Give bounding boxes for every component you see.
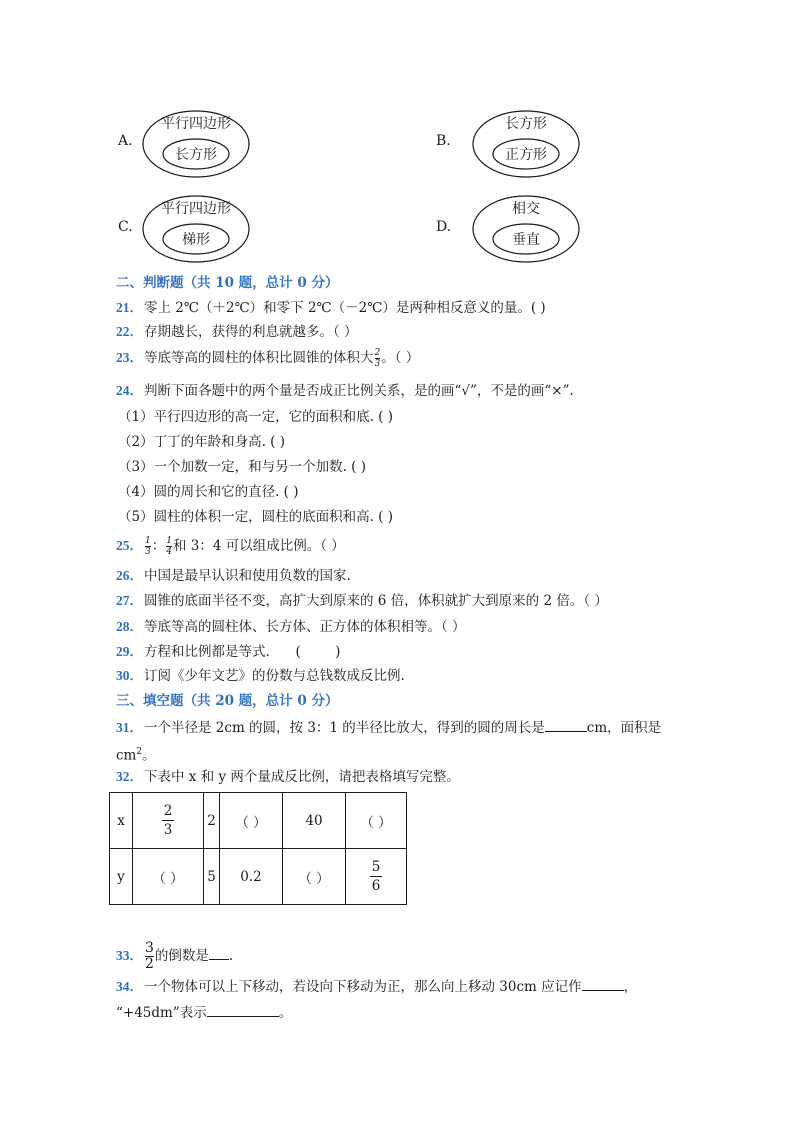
table-cell[interactable]: 5 bbox=[204, 849, 220, 905]
question-number: 30． bbox=[116, 668, 143, 683]
venn-b-outer-text: 长方形 bbox=[505, 116, 547, 132]
fraction-numerator: 1 bbox=[166, 536, 172, 546]
question-text: 圆锥的底面半径不变，高扩大到原来的 6 倍，体积就扩大到原来的 2 倍。（ ） bbox=[144, 593, 608, 609]
fraction-denominator: 3 bbox=[145, 547, 151, 557]
table-cell[interactable] bbox=[346, 849, 407, 905]
option-d-label: D. bbox=[436, 219, 452, 235]
fraction-three-halves bbox=[145, 941, 154, 972]
question-27 bbox=[116, 591, 608, 611]
table-cell[interactable]: （ ） bbox=[346, 793, 407, 849]
venn-c-inner-text: 梯形 bbox=[182, 232, 210, 248]
question-34-line-2 bbox=[116, 1002, 292, 1023]
fraction-numerator: 1 bbox=[145, 536, 151, 546]
question-24-sub-3: （3）一个加数一定，和与另一个加数. ( ) bbox=[118, 459, 366, 475]
fraction-numerator: 2 bbox=[374, 348, 381, 358]
question-24-sub-2: （2）丁丁的年龄和身高. ( ) bbox=[118, 434, 285, 450]
question-text: 零上 2℃（＋2℃）和零下 2℃（－2℃）是两种相反意义的量。( ) bbox=[144, 300, 546, 316]
question-text: 中国是最早认识和使用负数的国家. bbox=[144, 568, 351, 584]
table-cell[interactable]: 40 bbox=[283, 793, 346, 849]
fraction-one-quarter bbox=[166, 536, 172, 557]
question-text-mid: cm，面积是 bbox=[586, 720, 662, 736]
fraction-two-thirds bbox=[375, 348, 381, 369]
option-a-label: A. bbox=[118, 133, 133, 149]
question-text-end: 。（ ） bbox=[381, 350, 420, 366]
venn-diagram-c bbox=[140, 193, 252, 265]
venn-a-inner-text: 长方形 bbox=[175, 147, 217, 163]
question-text: 的倒数是 bbox=[154, 948, 209, 964]
question-24-sub-1: （1）平行四边形的高一定，它的面积和底. ( ) bbox=[118, 409, 393, 425]
question-number: 26． bbox=[116, 568, 143, 583]
table-cell[interactable]: 2 bbox=[204, 793, 220, 849]
question-23 bbox=[116, 348, 419, 369]
question-number: 32． bbox=[116, 769, 143, 784]
question-text: “+45dm”表示 bbox=[116, 1005, 207, 1021]
question-text-end: 。 bbox=[142, 747, 156, 764]
table-cell[interactable]: （ ） bbox=[220, 793, 283, 849]
question-31 bbox=[116, 717, 661, 738]
fraction-denominator: 3 bbox=[374, 359, 381, 369]
question-24-sub-5: （5）圆柱的体积一定，圆柱的底面积和高. ( ) bbox=[118, 509, 393, 525]
question-number: 25． bbox=[116, 538, 143, 553]
question-text-mid: ， bbox=[623, 979, 638, 995]
venn-diagram-d bbox=[470, 193, 582, 265]
venn-diagram-a bbox=[140, 108, 252, 180]
question-22 bbox=[116, 322, 358, 342]
row-label-x: x bbox=[110, 793, 133, 849]
question-number: 24． bbox=[116, 383, 143, 398]
fraction-one-third bbox=[145, 536, 151, 557]
venn-d-outer-text: 相交 bbox=[512, 201, 540, 217]
section-3-title: 三、填空题（共 20 题，总计 0 分） bbox=[116, 693, 339, 709]
question-30 bbox=[116, 666, 405, 686]
question-text: 订阅《少年文艺》的份数与总钱数成反比例. bbox=[144, 668, 405, 684]
answer-blank-upward-move[interactable] bbox=[582, 976, 624, 991]
question-text: 等底等高的圆柱的体积比圆锥的体积大 bbox=[144, 350, 374, 366]
table-cell[interactable]: 0.2 bbox=[220, 849, 283, 905]
venn-a-outer-text: 平行四边形 bbox=[161, 116, 231, 132]
question-26 bbox=[116, 566, 351, 586]
table-cell[interactable]: （ ） bbox=[133, 849, 204, 905]
answer-blank-reciprocal[interactable] bbox=[209, 945, 229, 960]
inverse-proportion-table bbox=[109, 792, 407, 905]
fraction-denominator: 2 bbox=[145, 956, 154, 972]
question-number: 21． bbox=[116, 300, 143, 315]
question-31-line-2 bbox=[116, 742, 156, 766]
table-row-x bbox=[110, 793, 407, 849]
fraction-numerator: 3 bbox=[145, 940, 154, 956]
question-21 bbox=[116, 298, 546, 318]
ratio-separator: ： bbox=[151, 538, 166, 554]
venn-diagram-b bbox=[470, 108, 582, 180]
venn-c-outer-text: 平行四边形 bbox=[161, 201, 231, 217]
fraction-denominator: 6 bbox=[371, 878, 381, 894]
question-number: 22． bbox=[116, 324, 143, 339]
question-text: 判断下面各题中的两个量是否成正比例关系，是的画“√”，不是的画“×”. bbox=[144, 383, 574, 399]
question-number: 27． bbox=[116, 593, 143, 608]
row-label-y: y bbox=[110, 849, 133, 905]
fraction-numerator: 5 bbox=[371, 859, 381, 875]
option-b-label: B. bbox=[436, 133, 451, 149]
area-unit-exponent: 2 bbox=[136, 747, 143, 757]
venn-d-inner-text: 垂直 bbox=[512, 232, 540, 248]
question-text: 一个半径是 2cm 的圆，按 3：1 的半径比放大，得到的圆的周长是 bbox=[144, 720, 545, 736]
section-2-title: 二、判断题（共 10 题，总计 0 分） bbox=[116, 275, 339, 291]
question-34 bbox=[116, 976, 637, 997]
question-number: 23． bbox=[116, 350, 143, 365]
fraction-denominator: 4 bbox=[166, 547, 172, 557]
question-24 bbox=[116, 381, 574, 401]
question-29 bbox=[116, 642, 340, 662]
question-text: 一个物体可以上下移动，若设向下移动为正，那么向上移动 30cm 应记作 bbox=[144, 979, 582, 995]
question-text: 存期越长，获得的利息就越多。（ ） bbox=[144, 324, 358, 340]
venn-b-inner-text: 正方形 bbox=[505, 147, 547, 163]
question-text: 方程和比例都是等式. ( ) bbox=[144, 644, 341, 660]
question-number: 33． bbox=[116, 948, 143, 963]
question-text: 等底等高的圆柱体、长方体、正方体的体积相等。（ ） bbox=[144, 619, 466, 635]
question-number: 34． bbox=[116, 979, 143, 994]
question-text: 下表中 x 和 y 两个量成反比例，请把表格填写完整。 bbox=[144, 769, 460, 785]
question-text-end: . bbox=[228, 948, 234, 964]
question-28 bbox=[116, 617, 466, 637]
table-row-y bbox=[110, 849, 407, 905]
question-number: 29． bbox=[116, 644, 143, 659]
fraction-numerator: 2 bbox=[163, 803, 173, 819]
table-cell[interactable] bbox=[133, 793, 204, 849]
area-unit: cm bbox=[116, 747, 137, 764]
question-text-end: 。 bbox=[278, 1005, 293, 1021]
question-25 bbox=[116, 536, 345, 557]
answer-blank-circumference[interactable] bbox=[545, 717, 587, 732]
question-32 bbox=[116, 767, 460, 787]
answer-blank-meaning[interactable] bbox=[207, 1002, 279, 1017]
table-cell[interactable]: （ ） bbox=[283, 849, 346, 905]
fraction-denominator: 3 bbox=[163, 822, 173, 838]
question-number: 28． bbox=[116, 619, 143, 634]
question-text: 和 3：4 可以组成比例。（ ） bbox=[172, 538, 345, 554]
question-33 bbox=[116, 941, 233, 972]
question-24-sub-4: （4）圆的周长和它的直径. ( ) bbox=[118, 484, 299, 500]
question-number: 31． bbox=[116, 720, 143, 735]
option-c-label: C. bbox=[118, 219, 133, 235]
